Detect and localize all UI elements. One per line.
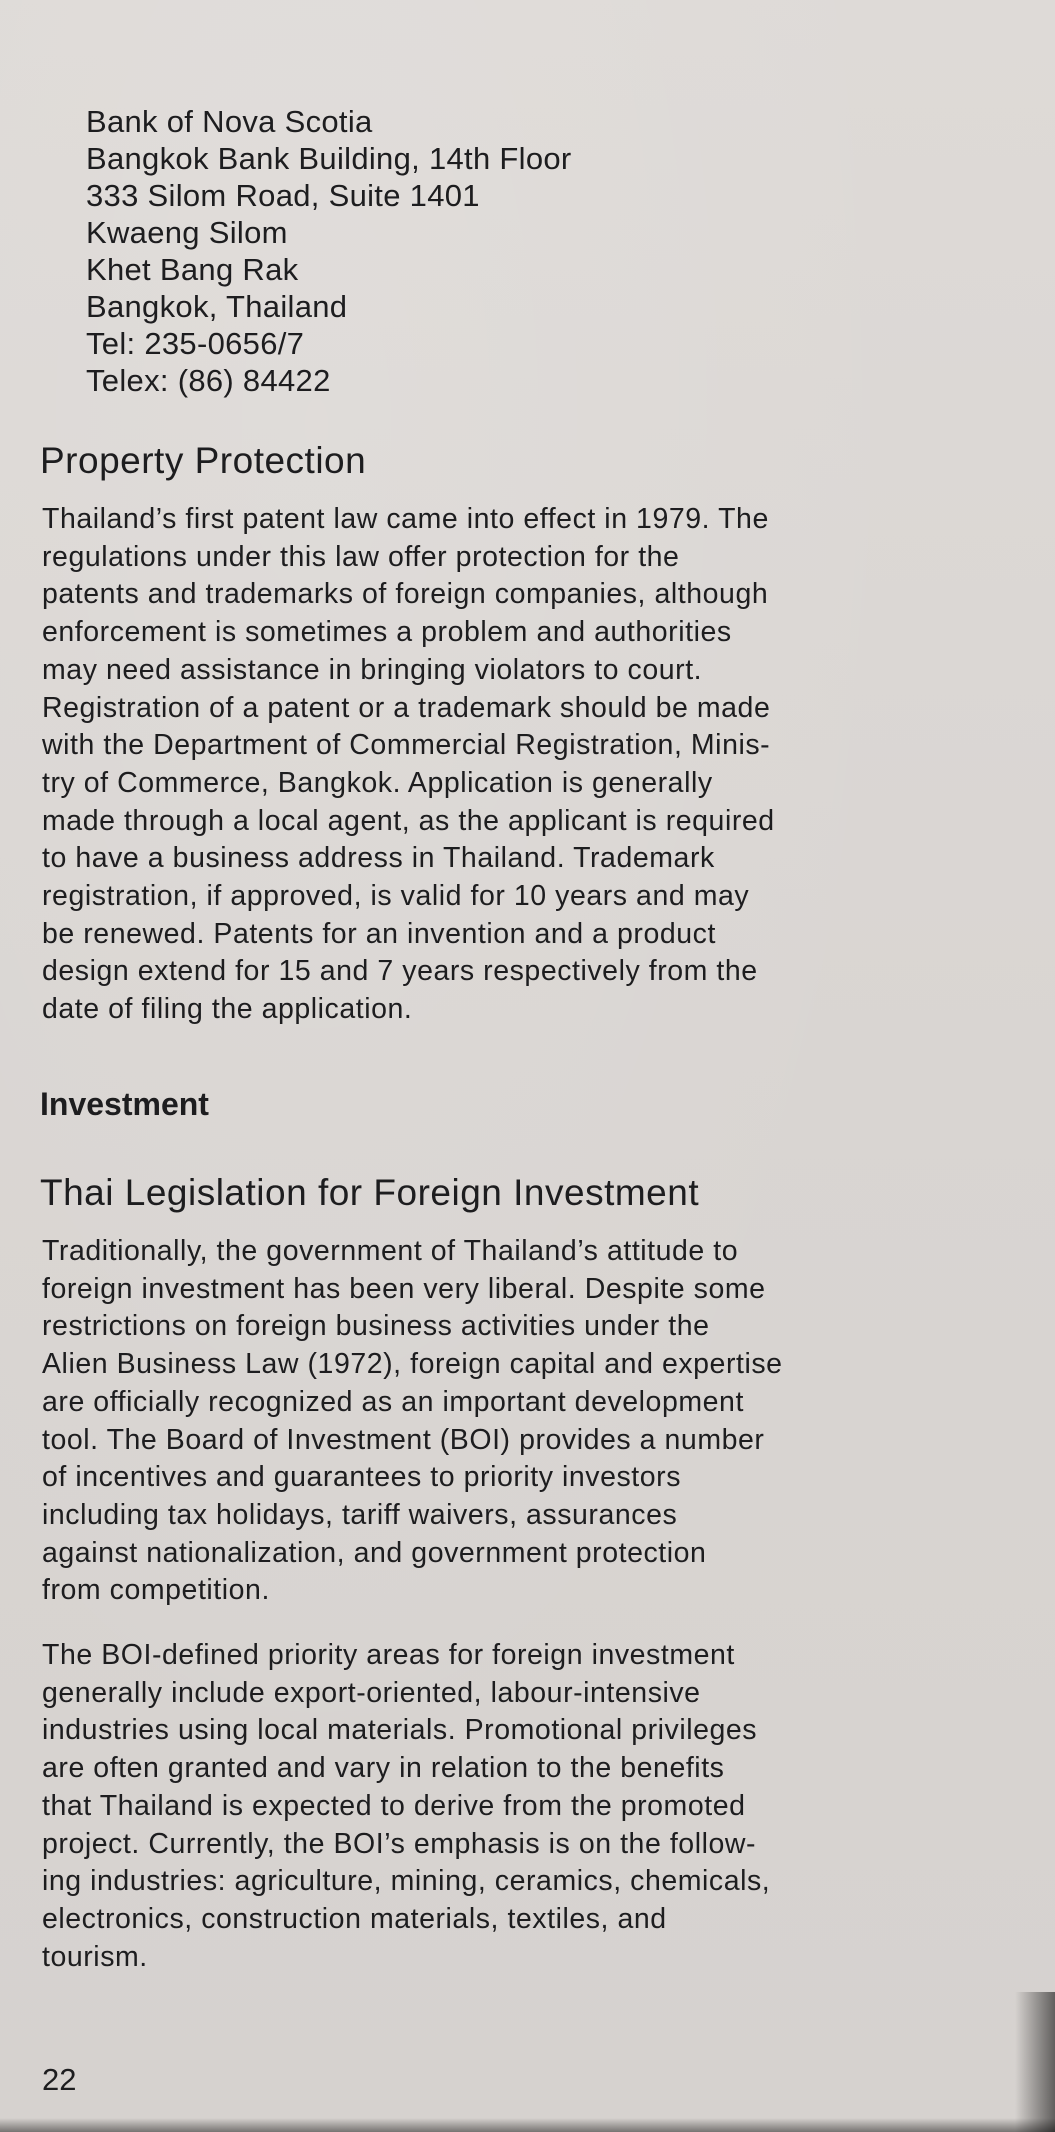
text-line: tool. The Board of Investment (BOI) provides a number [42,1423,765,1456]
address-line: Bangkok Bank Building, 14th Floor [86,141,572,176]
text-line: date of filing the application. [42,993,413,1026]
text-line: Alien Business Law (1972), foreign capital and expertise [42,1348,783,1381]
address-line: Telex: (86) 84422 [86,363,331,398]
paragraph-legislation-1 [42,1233,1002,1610]
address-line: 333 Silom Road, Suite 1401 [86,178,480,213]
text-line: registration, if approved, is valid for 10 years and may [42,880,750,913]
heading-thai-legislation: Thai Legislation for Foreign Investment [40,1172,700,1213]
text-line: be renewed. Patents for an invention and a product [42,917,716,950]
page-bottom-shadow [0,2118,1055,2132]
text-line: restrictions on foreign business activities under the [42,1310,710,1343]
text-line: tourism. [42,1940,148,1973]
text-line: regulations under this law offer protection for the [42,540,680,573]
address-line: Bangkok, Thailand [86,289,348,324]
text-line: generally include export-oriented, labour-intensive [42,1676,701,1709]
address-line: Bank of Nova Scotia [86,104,373,139]
text-line: project. Currently, the BOI’s emphasis is on the follow- [42,1827,757,1860]
text-line: with the Department of Commercial Registration, Minis- [42,729,771,762]
text-line: electronics, construction materials, textiles, and [42,1902,667,1935]
text-line: including tax holidays, tariff waivers, assurances [42,1498,678,1531]
text-line: ing industries: agriculture, mining, ceramics, chemicals, [42,1865,771,1898]
text-line: enforcement is sometimes a problem and authorities [42,616,732,649]
text-line: Registration of a patent or a trademark should be made [42,691,771,724]
heading-property-protection: Property Protection [40,440,367,481]
text-line: are officially recognized as an important development [42,1385,744,1418]
text-line: industries using local materials. Promotional privileges [42,1714,758,1747]
page-edge-shadow [1015,1992,1055,2132]
text-line: Traditionally, the government of Thailand’s attitude to [42,1235,739,1267]
text-line: that Thailand is expected to derive from the promoted [42,1789,746,1822]
text-line: of incentives and guarantees to priority investors [42,1461,681,1494]
text-line: try of Commerce, Bangkok. Application is generally [42,766,713,799]
text-line: against nationalization, and government protection [42,1536,707,1569]
bank-address-block [86,103,572,399]
paragraph-property-protection [42,501,1002,1029]
paragraph-legislation-2 [42,1637,1002,1976]
text-line: may need assistance in bringing violators to court. [42,653,703,686]
text-line: are often granted and vary in relation to the benefits [42,1752,725,1785]
text-line: patents and trademarks of foreign companies, although [42,578,769,611]
text-line: to have a business address in Thailand. Trademark [42,842,715,875]
text-line: from competition. [42,1574,270,1607]
address-line: Khet Bang Rak [86,252,299,287]
text-line: Thailand’s first patent law came into effect in 1979. The [42,503,769,535]
address-line: Tel: 235-0656/7 [86,326,305,361]
text-line: The BOI-defined priority areas for foreign investment [42,1639,735,1671]
text-line: made through a local agent, as the applicant is required [42,804,775,837]
heading-investment: Investment [40,1086,209,1122]
text-line: design extend for 15 and 7 years respectively from the [42,955,758,988]
page-number: 22 [42,2062,77,2097]
address-line: Kwaeng Silom [86,215,288,250]
text-line: foreign investment has been very liberal. Despite some [42,1272,766,1305]
